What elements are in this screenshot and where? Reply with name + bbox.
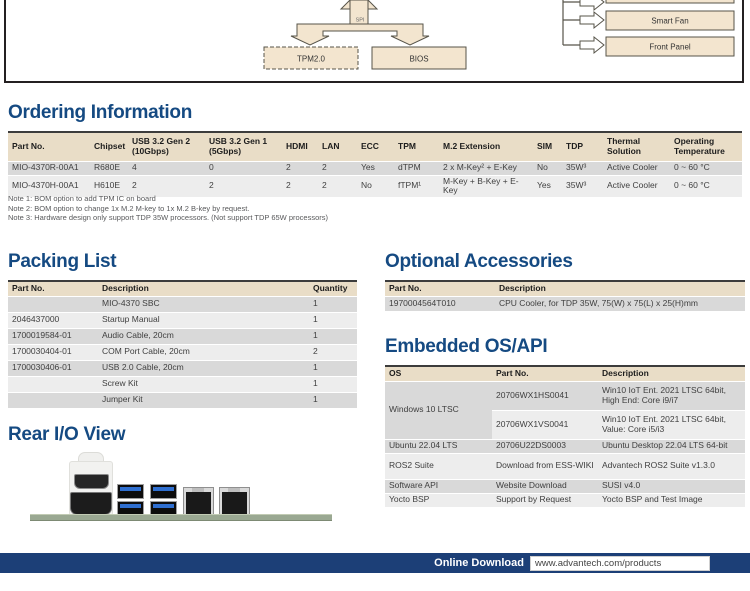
cell: Audio Cable, 20cm bbox=[98, 328, 309, 344]
cell: H610E bbox=[90, 175, 128, 198]
table-row bbox=[385, 296, 745, 311]
col-header: OS bbox=[385, 366, 492, 381]
usb-port-stack bbox=[117, 484, 144, 518]
tpm-box-label: TPM2.0 bbox=[296, 54, 326, 64]
arrow-smart-fan bbox=[580, 12, 604, 28]
col-header: Part No. bbox=[8, 132, 90, 161]
usb-tongue bbox=[120, 504, 141, 508]
cell: MIO-4370R-00A1 bbox=[8, 161, 90, 175]
online-download-bar bbox=[0, 553, 750, 573]
cell: 4 bbox=[128, 161, 205, 175]
cell: MIO-4370 SBC bbox=[98, 296, 309, 312]
table-row bbox=[385, 479, 745, 493]
cell: 20706WX1VS0041 bbox=[492, 410, 598, 439]
branch-lines bbox=[563, 0, 580, 45]
col-header: TDP bbox=[562, 132, 603, 161]
cell bbox=[8, 392, 98, 408]
cell: CPU Cooler, for TDP 35W, 75(W) x 75(L) x 25(H)mm bbox=[495, 296, 745, 311]
col-header: USB 3.2 Gen 1 (5Gbps) bbox=[205, 132, 282, 161]
packing-header-row bbox=[8, 281, 357, 296]
cell: Yes bbox=[357, 161, 394, 175]
col-header: Description bbox=[98, 281, 309, 296]
cell: 2 bbox=[318, 175, 357, 198]
online-download-label: Online Download bbox=[434, 557, 524, 569]
download-url-link[interactable]: www.advantech.com/products bbox=[530, 556, 710, 571]
ordering-notes bbox=[8, 194, 328, 223]
rear-io-title: Rear I/O View bbox=[8, 424, 126, 445]
col-header: Part No. bbox=[492, 366, 598, 381]
optional-table bbox=[385, 280, 745, 312]
col-header: HDMI bbox=[282, 132, 318, 161]
partial-box-top bbox=[606, 0, 734, 3]
table-row bbox=[8, 312, 357, 328]
cell: Startup Manual bbox=[98, 312, 309, 328]
table-row bbox=[8, 344, 357, 360]
ordering-header-row bbox=[8, 132, 742, 161]
block-diagram-fragment bbox=[4, 0, 744, 83]
ethernet-body bbox=[222, 492, 247, 514]
cell: ROS2 Suite bbox=[385, 453, 492, 479]
cell: 2 bbox=[318, 161, 357, 175]
table-row bbox=[8, 376, 357, 392]
table-row bbox=[8, 392, 357, 408]
cell: 20706U22DS0003 bbox=[492, 439, 598, 453]
usb-tongue bbox=[153, 487, 174, 491]
ordering-title: Ordering Information bbox=[8, 102, 193, 123]
cell: 1700019584-01 bbox=[8, 328, 98, 344]
cell: Win10 IoT Ent. 2021 LTSC 64bit, Value: Core i5/i3 bbox=[598, 410, 745, 439]
ethernet-port bbox=[183, 487, 214, 516]
cell: 2 x M-Key² + E-Key bbox=[439, 161, 533, 175]
cell: 35W³ bbox=[562, 175, 603, 198]
cell: 1 bbox=[309, 376, 357, 392]
cell: Jumper Kit bbox=[98, 392, 309, 408]
rear-io-photo bbox=[8, 448, 358, 528]
note-line: Note 1: BOM option to add TPM IC on board bbox=[8, 194, 156, 203]
packing-table bbox=[8, 280, 357, 409]
table-row bbox=[385, 381, 745, 410]
cell: dTPM bbox=[394, 161, 439, 175]
cell: 2 bbox=[282, 161, 318, 175]
col-header: Part No. bbox=[385, 281, 495, 296]
cell: Website Download bbox=[492, 479, 598, 493]
table-row bbox=[8, 161, 742, 175]
ethernet-body bbox=[186, 492, 211, 514]
usb-tongue bbox=[153, 504, 174, 508]
cell: 0 bbox=[205, 161, 282, 175]
cell: No bbox=[357, 175, 394, 198]
hdmi-port bbox=[74, 474, 109, 489]
note-line: Note 2: BOM option to change 1x M.2 M-key to 1x M.2 B-key by request. bbox=[8, 203, 250, 213]
col-header: Quantity bbox=[309, 281, 357, 296]
cell: 2 bbox=[128, 175, 205, 198]
col-header: Operating Temperature bbox=[670, 132, 742, 161]
ethernet-port bbox=[219, 487, 250, 516]
usb-port bbox=[150, 484, 177, 499]
embedded-title: Embedded OS/API bbox=[385, 336, 548, 357]
cell: 1 bbox=[309, 392, 357, 408]
table-row bbox=[8, 328, 357, 344]
embedded-os-table bbox=[385, 365, 745, 508]
cell: 0 ~ 60 °C bbox=[670, 161, 742, 175]
cell: Advantech ROS2 Suite v1.3.0 bbox=[598, 453, 745, 479]
cell: Win10 IoT Ent. 2021 LTSC 64bit, High End: Core i9/i7 bbox=[598, 381, 745, 410]
cell: Yes bbox=[533, 175, 562, 198]
table-row bbox=[8, 296, 357, 312]
usb-tongue bbox=[120, 487, 141, 491]
cell: Yocto BSP and Test Image bbox=[598, 493, 745, 507]
cell: 35W³ bbox=[562, 161, 603, 175]
cell bbox=[8, 376, 98, 392]
cell: Ubuntu Desktop 22.04 LTS 64-bit bbox=[598, 439, 745, 453]
spi-label: SPI bbox=[355, 17, 365, 24]
cell: R680E bbox=[90, 161, 128, 175]
pcb-edge bbox=[30, 514, 332, 521]
cell: USB 2.0 Cable, 20cm bbox=[98, 360, 309, 376]
col-header: SIM bbox=[533, 132, 562, 161]
cell: 1970004564T010 bbox=[385, 296, 495, 311]
col-header: TPM bbox=[394, 132, 439, 161]
cell: 1 bbox=[309, 312, 357, 328]
cell: 2 bbox=[282, 175, 318, 198]
block-diagram-svg bbox=[6, 0, 742, 80]
table-row bbox=[8, 360, 357, 376]
cell: 1 bbox=[309, 296, 357, 312]
table-row bbox=[385, 453, 745, 479]
cell: COM Port Cable, 20cm bbox=[98, 344, 309, 360]
cell: 1700030404-01 bbox=[8, 344, 98, 360]
cell: No bbox=[533, 161, 562, 175]
optional-header-row bbox=[385, 281, 745, 296]
smart-fan-label: Smart Fan bbox=[651, 16, 689, 26]
usb-port-stack bbox=[150, 484, 177, 518]
os-group-cell: Windows 10 LTSC bbox=[385, 381, 492, 439]
col-header: ECC bbox=[357, 132, 394, 161]
spi-arrow-wing-right bbox=[368, 0, 377, 9]
cell: Active Cooler bbox=[603, 161, 670, 175]
cell: 1700030406-01 bbox=[8, 360, 98, 376]
spi-split-arrows bbox=[291, 24, 429, 45]
cell bbox=[8, 296, 98, 312]
cell: Support by Request bbox=[492, 493, 598, 507]
table-row bbox=[385, 493, 745, 507]
cell: Active Cooler bbox=[603, 175, 670, 198]
cell: 2 bbox=[205, 175, 282, 198]
cell: M-Key + B-Key + E-Key bbox=[439, 175, 533, 198]
cell: 1 bbox=[309, 328, 357, 344]
cell: Screw Kit bbox=[98, 376, 309, 392]
col-header: Part No. bbox=[8, 281, 98, 296]
ordering-table bbox=[8, 131, 742, 198]
cell: 2 bbox=[309, 344, 357, 360]
col-header: Thermal Solution bbox=[603, 132, 670, 161]
packing-title: Packing List bbox=[8, 251, 117, 272]
cell: 20706WX1HS0041 bbox=[492, 381, 598, 410]
col-header: Description bbox=[598, 366, 745, 381]
cell: 1 bbox=[309, 360, 357, 376]
spi-arrow-wing-left bbox=[341, 0, 350, 9]
cell: MIO-4370H-00A1 bbox=[8, 175, 90, 198]
usb-port bbox=[117, 484, 144, 499]
hdmi-port bbox=[70, 492, 112, 515]
col-header: LAN bbox=[318, 132, 357, 161]
note-line: Note 3: Hardware design only support TDP 35W processors. (Not support TDP 65W processors) bbox=[8, 213, 328, 223]
front-panel-label: Front Panel bbox=[649, 42, 691, 52]
arrow-top-partial bbox=[580, 0, 604, 10]
cell: 2046437000 bbox=[8, 312, 98, 328]
cell: fTPM¹ bbox=[394, 175, 439, 198]
embedded-header-row bbox=[385, 366, 745, 381]
col-header: M.2 Extension bbox=[439, 132, 533, 161]
cell: 0 ~ 60 °C bbox=[670, 175, 742, 198]
bios-box-label: BIOS bbox=[409, 54, 429, 64]
cell: Download from ESS-WIKI bbox=[492, 453, 598, 479]
col-header: USB 3.2 Gen 2 (10Gbps) bbox=[128, 132, 205, 161]
cell: Ubuntu 22.04 LTS bbox=[385, 439, 492, 453]
cell: Yocto BSP bbox=[385, 493, 492, 507]
cell: SUSI v4.0 bbox=[598, 479, 745, 493]
cell: Software API bbox=[385, 479, 492, 493]
col-header: Description bbox=[495, 281, 745, 296]
col-header: Chipset bbox=[90, 132, 128, 161]
optional-title: Optional Accessories bbox=[385, 251, 573, 272]
arrow-front-panel bbox=[580, 37, 604, 53]
table-row bbox=[385, 439, 745, 453]
